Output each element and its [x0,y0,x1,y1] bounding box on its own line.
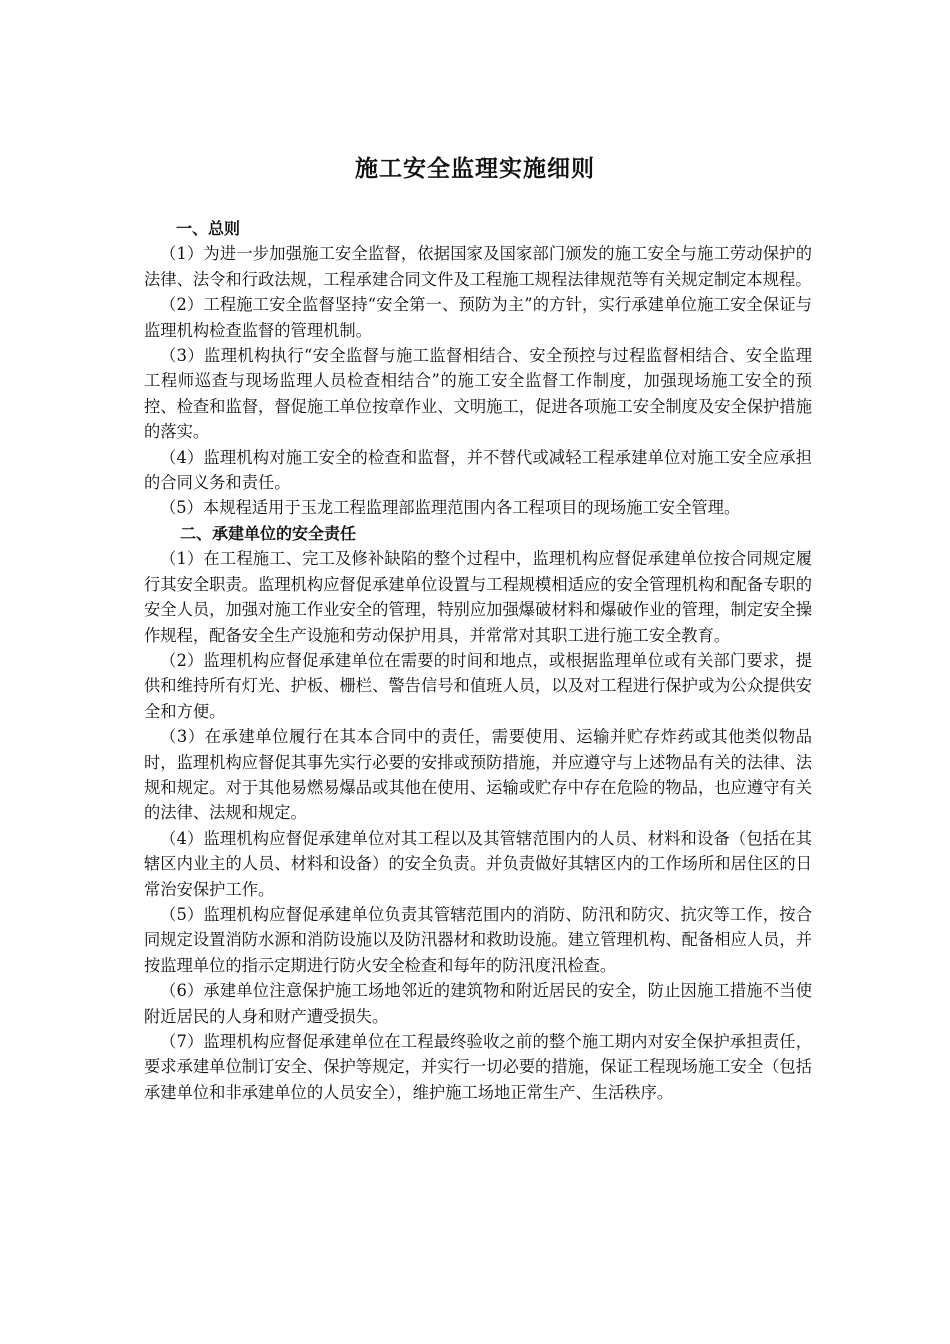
paragraph: （4）监理机构应督促承建单位对其工程以及其管辖范围内的人员、材料和设备（包括在其辖区内业主的人员、材料和设备）的安全负责。并负责做好其辖区内的工作场所和居住区的日常治安保护工作。 [144,828,812,899]
paragraph: （5）本规程适用于玉龙工程监理部监理范围内各工程项目的现场施工安全管理。 [160,498,741,518]
paragraph: （7）监理机构应督促承建单位在工程最终验收之前的整个施工期内对安全保护承担责任，要求承建单位制订安全、保护等规定，并实行一切必要的措施，保证工程现场施工安全（包括承建单位和非承建单位的人员安全），维护施工场地正常生产、生活秩序。 [144,1032,812,1102]
section-heading-contractor-responsibility: 二、承建单位的安全责任 [180,523,357,543]
paragraph: （1）为进一步加强施工安全监督，依据国家及国家部门颁发的施工安全与施工劳动保护的法律、法令和行政法规，工程承建合同文件及工程施工规程法律规范等有关规定制定本规程。 [144,244,812,289]
paragraph: （3）在承建单位履行在其本合同中的责任，需要使用、运输并贮存炸药或其他类似物品时，监理机构应督促其事先实行必要的安排或预防措施，并应遵守与上述物品有关的法律、法规和规定。对于其他易燃易爆品或其他在使用、运输或贮存中存在危险的物品，也应遵守有关的法律、法规和规定。 [144,727,812,823]
paragraph: （3）监理机构执行“安全监督与施工监督相结合、安全预控与过程监督相结合、安全监理工程师巡查与现场监理人员检查相结合”的施工安全监督工作制度，加强现场施工安全的预控、检查和监督，督促施工单位按章作业、文明施工，促进各项施工安全制度及安全保护措施的落实。 [144,346,812,442]
document-title: 施工安全监理实施细则 [355,156,595,182]
paragraph: （2）工程施工安全监督坚持“安全第一、预防为主”的方针，实行承建单位施工安全保证与监理机构检查监督的管理机制。 [144,295,812,340]
paragraph: （2）监理机构应督促承建单位在需要的时间和地点，或根据监理单位或有关部门要求，提供和维持所有灯光、护板、栅栏、警告信号和值班人员，以及对工程进行保护或为公众提供安全和方便。 [144,650,812,721]
paragraph: （5）监理机构应督促承建单位负责其管辖范围内的消防、防汛和防灾、抗灾等工作，按合同规定设置消防水源和消防设施以及防汛器材和救助设施。建立管理机构、配备相应人员，并按监理单位的指示定期进行防火安全检查和每年的防汛度汛检查。 [144,904,812,975]
paragraph: （6）承建单位注意保护施工场地邻近的建筑物和附近居民的安全，防止因施工措施不当使附近居民的人身和财产遭受损失。 [144,981,812,1026]
paragraph: （1）在工程施工、完工及修补缺陷的整个过程中，监理机构应督促承建单位按合同规定履行其安全职责。监理机构应督促承建单位设置与工程规模相适应的安全管理机构和配备专职的安全人员，加强对施工作业安全的管理，特别应加强爆破材料和爆破作业的管理，制定安全操作规程，配备安全生产设施和劳动保护用具，并常常对其职工进行施工安全教育。 [144,549,812,645]
document-body [144,216,812,1105]
paragraph: （4）监理机构对施工安全的检查和监督，并不替代或减轻工程承建单位对施工安全应承担的合同义务和责任。 [144,447,812,493]
section-heading-general: 一、总则 [176,219,241,238]
